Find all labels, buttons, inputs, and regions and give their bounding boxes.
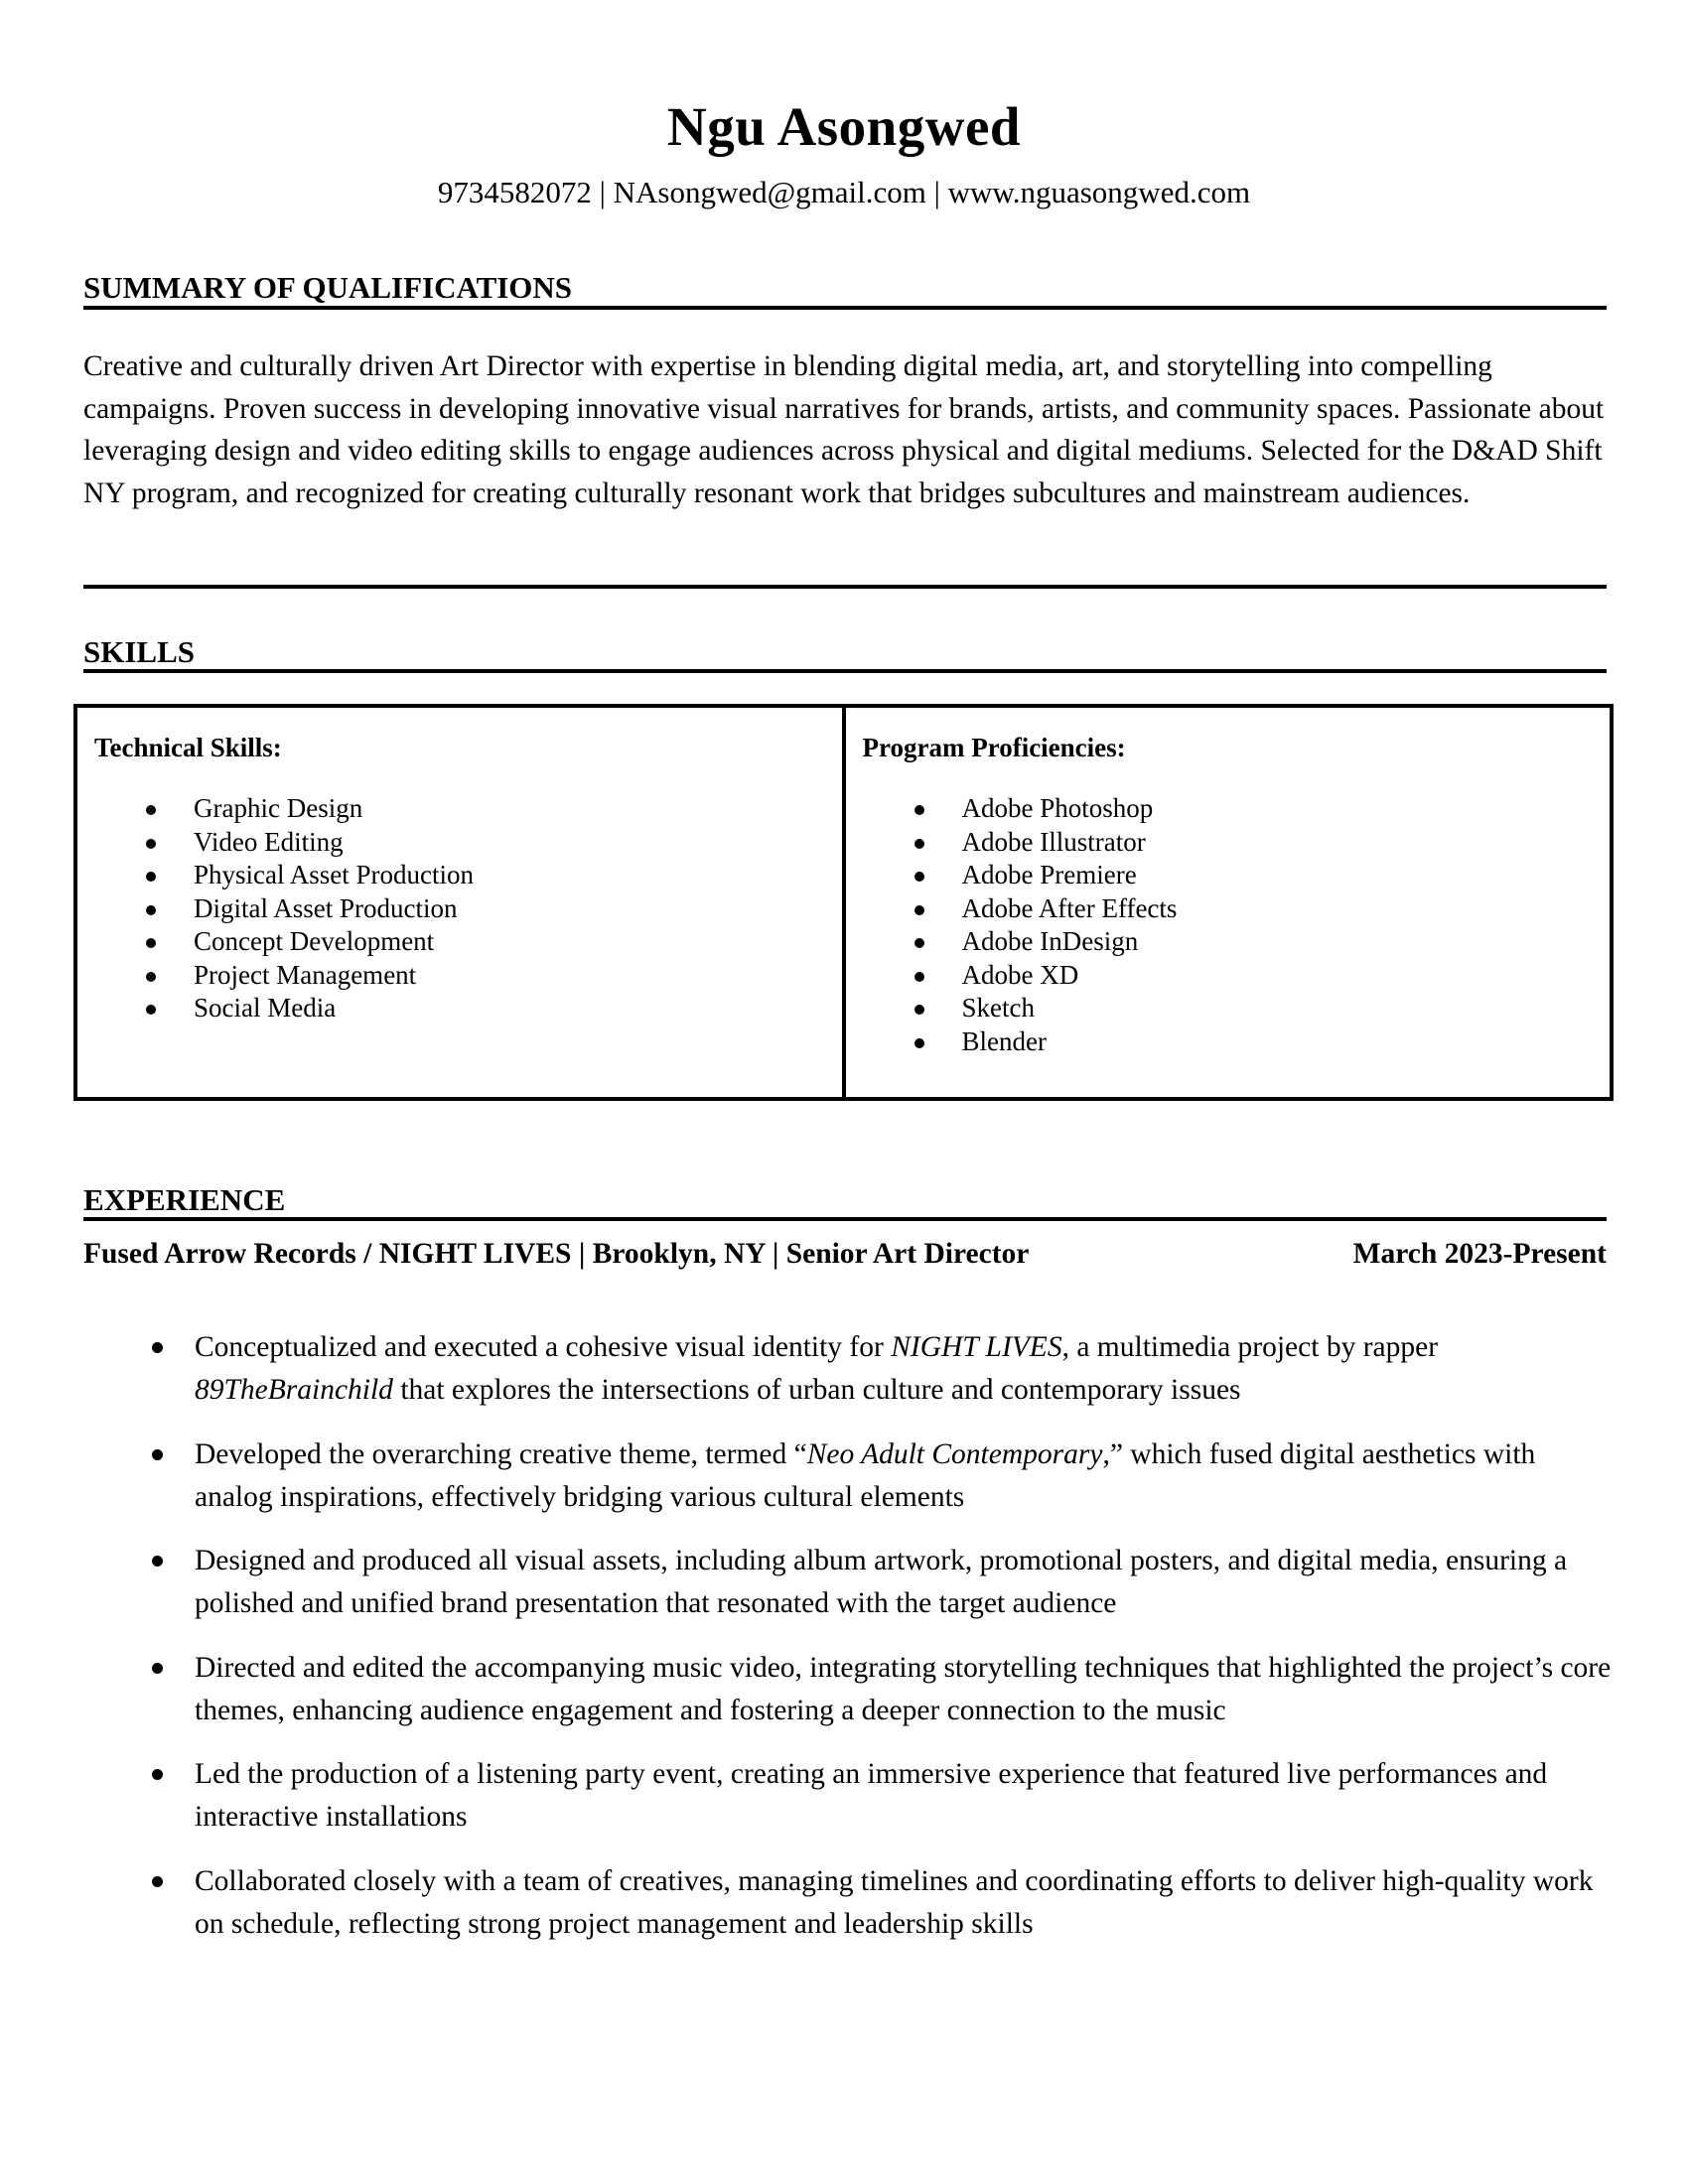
technical-skills-column	[77, 708, 842, 1097]
program-proficiencies-title: Program Proficiencies:	[862, 733, 1126, 762]
list-item	[846, 892, 1178, 926]
program-label: Adobe InDesign	[961, 926, 1139, 956]
artist-name: 89TheBrainchild	[195, 1374, 393, 1406]
bullet-icon	[146, 905, 156, 915]
skills-heading-rule	[83, 669, 1607, 673]
bullet-text-part: , a multimedia project by rapper	[1061, 1331, 1439, 1363]
technical-skills-list	[77, 792, 474, 1025]
bullet-icon	[914, 905, 924, 915]
bullet-text: Led the production of a listening party event, creating an immersive experience that featured live performances and interactive installations	[195, 1758, 1548, 1833]
skill-label: Graphic Design	[194, 793, 363, 823]
list-item	[846, 859, 1178, 892]
bullet-icon	[152, 1342, 163, 1353]
list-item	[846, 959, 1178, 993]
bullet-text-part: that explores the intersections of urban culture and contemporary issues	[392, 1374, 1241, 1406]
job-header	[83, 1236, 1607, 1272]
list-item	[77, 925, 474, 959]
bullet-icon	[914, 1005, 924, 1015]
bullet-icon	[152, 1556, 163, 1567]
bullet-text-part: ,” which fused digital aesthetics with analog inspirations, effectively bridging various cultural elements	[195, 1437, 1536, 1513]
program-label: Sketch	[961, 993, 1035, 1023]
skill-label: Project Management	[194, 959, 417, 990]
list-item	[846, 792, 1178, 826]
program-label: Adobe Illustrator	[961, 826, 1146, 857]
bullet-text-part: Developed the overarching creative theme, termed “	[195, 1437, 807, 1470]
bullet-icon	[914, 805, 924, 815]
list-item	[846, 1025, 1178, 1059]
job-bullets	[83, 1326, 1613, 1967]
program-proficiencies-list	[846, 792, 1178, 1058]
theme-name: Neo Adult Contemporary	[806, 1437, 1103, 1470]
bullet-icon	[152, 1449, 163, 1460]
bullet-icon	[914, 839, 924, 849]
bullet-icon	[146, 872, 156, 882]
list-item	[846, 826, 1178, 860]
skill-label: Social Media	[194, 993, 337, 1023]
bullet-text: Designed and produced all visual assets, including album artwork, promotional posters, and digital media, ensuring a polished and unified brand presentation that resonated with the target audience	[195, 1545, 1568, 1619]
bullet-icon	[914, 938, 924, 948]
list-item	[77, 959, 474, 993]
candidate-name: Ngu Asongwed	[667, 96, 1021, 157]
list-item	[83, 1647, 1613, 1732]
list-item	[77, 792, 474, 826]
program-label: Adobe After Effects	[961, 892, 1178, 923]
skill-label: Video Editing	[194, 826, 344, 857]
bullet-icon	[914, 872, 924, 882]
program-label: Adobe XD	[961, 959, 1079, 990]
bullet-text: Collaborated closely with a team of creatives, managing timelines and coordinating efforts to deliver high-quality work on schedule, reflecting strong project management and leadership skills	[195, 1864, 1594, 1940]
experience-heading: EXPERIENCE	[83, 1182, 286, 1217]
experience-heading-rule	[83, 1217, 1607, 1221]
bullet-icon	[146, 938, 156, 948]
summary-heading-rule	[83, 306, 1607, 310]
contact-line: 9734582072 | NAsongwed@gmail.com | www.nguasongwed.com	[437, 175, 1251, 209]
job-dates: March 2023-Present	[1352, 1238, 1607, 1270]
bullet-icon	[146, 839, 156, 849]
job-title-line: Fused Arrow Records / NIGHT LIVES | Brooklyn, NY | Senior Art Director	[83, 1238, 1030, 1270]
program-proficiencies-column	[842, 708, 1611, 1097]
bullet-icon	[152, 1876, 163, 1887]
skills-table	[73, 704, 1614, 1101]
list-item	[77, 826, 474, 860]
summary-bottom-rule	[83, 585, 1607, 589]
bullet-icon	[146, 805, 156, 815]
bullet-icon	[152, 1663, 163, 1674]
program-label: Adobe Photoshop	[961, 793, 1154, 823]
list-item	[83, 1753, 1613, 1839]
list-item	[83, 1326, 1613, 1412]
list-item	[83, 1860, 1613, 1946]
bullet-icon	[914, 972, 924, 982]
list-item	[77, 992, 474, 1025]
technical-skills-title: Technical Skills:	[94, 733, 282, 762]
bullet-icon	[146, 972, 156, 982]
bullet-icon	[152, 1769, 163, 1780]
bullet-icon	[914, 1038, 924, 1048]
project-name: NIGHT LIVES	[891, 1331, 1062, 1363]
summary-heading: SUMMARY OF QUALIFICATIONS	[83, 270, 573, 305]
skill-label: Physical Asset Production	[194, 860, 474, 889]
program-label: Blender	[961, 1025, 1047, 1056]
list-item	[846, 925, 1178, 959]
list-item	[83, 1433, 1613, 1519]
skill-label: Concept Development	[194, 926, 435, 956]
list-item	[83, 1540, 1613, 1625]
list-item	[77, 859, 474, 892]
summary-text: Creative and culturally driven Art Director with expertise in blending digital media, art, and storytelling into compelling campaigns. Proven success in developing innovative visual narratives for brands, artists, and community spaces. Passionate about leveraging design and video editing skills to engage audiences across physical and digital mediums. Selected for the D&AD Shift NY program, and recognized for creating culturally resonant work that bridges subcultures and mainstream audiences.	[83, 350, 1605, 509]
bullet-icon	[146, 1005, 156, 1015]
skills-heading: SKILLS	[83, 634, 196, 669]
list-item	[846, 992, 1178, 1025]
list-item	[77, 892, 474, 926]
bullet-text-part: Conceptualized and executed a cohesive visual identity for	[195, 1331, 892, 1363]
bullet-text: Directed and edited the accompanying music video, integrating storytelling techniques that highlighted the project’s core themes, enhancing audience engagement and fostering a deeper connection to the music	[195, 1651, 1612, 1726]
skill-label: Digital Asset Production	[194, 892, 458, 923]
program-label: Adobe Premiere	[961, 860, 1137, 889]
